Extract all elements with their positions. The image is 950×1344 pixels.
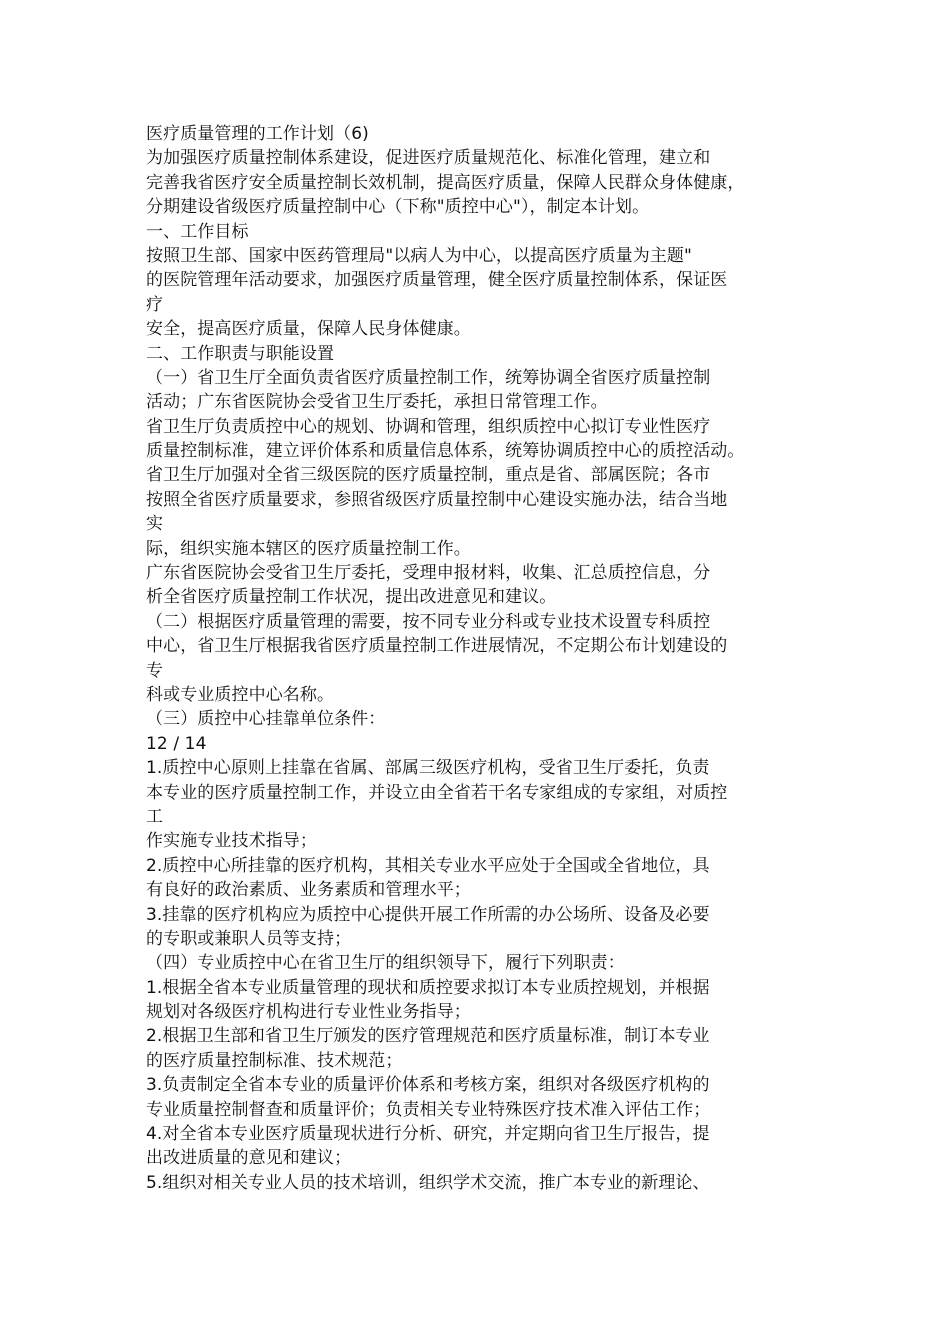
text-line: 的专职或兼职人员等支持； [146,928,352,949]
text-line: 广东省医院协会受省卫生厅委托，受理申报材料，收集、汇总质控信息，分 [146,563,711,584]
text-line: 按照全省医疗质量要求，参照省级医疗质量控制中心建设实施办法，结合当地 [146,489,728,510]
page-number: 12 / 14 [146,733,207,754]
text-line: 实 [146,514,164,535]
document-title: 医疗质量管理的工作计划（6) [146,124,369,144]
text-line: 2.质控中心所挂靠的医疗机构，其相关专业水平应处于全国或全省地位，具 [146,855,710,876]
text-line: 作实施专业技术指导； [146,831,317,852]
text-line: 3.挂靠的医疗机构应为质控中心提供开展工作所需的办公场所、设备及必要 [146,904,710,925]
text-line: 1.质控中心原则上挂靠在省属、部属三级医疗机构，受省卫生厅委托，负责 [146,758,710,779]
text-line: （四）专业质控中心在省卫生厅的组织领导下，履行下列职责： [146,953,625,974]
text-line: 省卫生厅负责质控中心的规划、协调和管理，组织质控中心拟订专业性医疗 [146,416,711,437]
text-line: 1.根据全省本专业质量管理的现状和质控要求拟订本专业质控规划，并根据 [146,977,710,998]
text-line: 疗 [146,294,164,315]
text-line: 质量控制标准，建立评价体系和质量信息体系，统筹协调质控中心的质控活动。 [146,441,745,462]
text-line: 省卫生厅加强对全省三级医院的医疗质量控制，重点是省、部属医院；各市 [146,465,711,486]
text-line: 中心，省卫生厅根据我省医疗质量控制工作进展情况，不定期公布计划建设的 [146,636,728,657]
text-line: 析全省医疗质量控制工作状况，提出改进意见和建议。 [146,587,557,608]
text-line: 一、工作目标 [146,221,249,242]
text-line: （一）省卫生厅全面负责省医疗质量控制工作，统筹协调全省医疗质量控制 [146,367,711,388]
text-line: 的医疗质量控制标准、技术规范； [146,1050,403,1071]
text-line: 3.负责制定全省本专业的质量评价体系和考核方案，组织对各级医疗机构的 [146,1075,710,1096]
text-line: 为加强医疗质量控制体系建设，促进医疗质量规范化、标准化管理，建立和 [146,148,711,169]
text-line: 工 [146,806,164,827]
text-line: 5.组织对相关专业人员的技术培训，组织学术交流，推广本专业的新理论、 [146,1172,710,1193]
text-line: 按照卫生部、国家中医药管理局"以病人为中心，以提高医疗质量为主题" [146,245,692,266]
text-line: 专 [146,660,164,681]
text-line: 安全，提高医疗质量，保障人民身体健康。 [146,319,471,340]
text-line: 二、工作职责与职能设置 [146,343,335,364]
text-line: 规划对各级医疗机构进行专业性业务指导； [146,1002,471,1023]
text-line: （二）根据医疗质量管理的需要，按不同专业分科或专业技术设置专科质控 [146,611,711,632]
document-body [146,122,816,1195]
text-line: 专业质量控制督查和质量评价；负责相关专业特殊医疗技术准入评估工作； [146,1099,711,1120]
text-line: （三）质控中心挂靠单位条件： [146,709,386,730]
text-line: 出改进质量的意见和建议； [146,1148,352,1169]
text-line: 完善我省医疗安全质量控制长效机制，提高医疗质量，保障人民群众身体健康， [146,172,745,193]
text-line: 际，组织实施本辖区的医疗质量控制工作。 [146,538,471,559]
text-line: 有良好的政治素质、业务素质和管理水平； [146,880,471,901]
text-line: 活动；广东省医院协会受省卫生厅委托，承担日常管理工作。 [146,392,608,413]
text-line: 的医院管理年活动要求，加强医疗质量管理，健全医疗质量控制体系，保证医 [146,270,728,291]
text-line: 2.根据卫生部和省卫生厅颁发的医疗管理规范和医疗质量标准，制订本专业 [146,1026,710,1047]
text-line: 分期建设省级医疗质量控制中心（下称"质控中心"），制定本计划。 [146,197,650,218]
text-line: 本专业的医疗质量控制工作，并设立由全省若干名专家组成的专家组，对质控 [146,782,728,803]
text-line: 科或专业质控中心名称。 [146,684,335,705]
text-line: 4.对全省本专业医疗质量现状进行分析、研究，并定期向省卫生厅报告，提 [146,1124,710,1145]
